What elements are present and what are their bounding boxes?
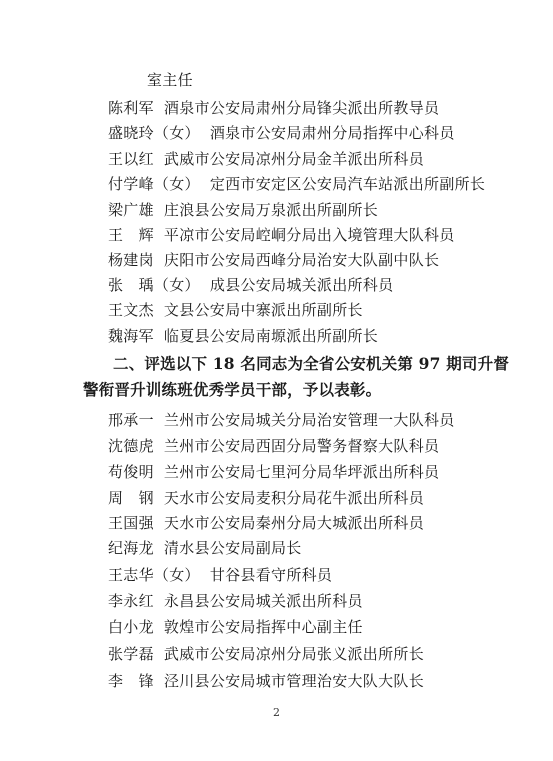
person-position: 武威市公安局凉州分局金羊派出所科员 [163, 150, 425, 168]
list-item [108, 671, 424, 691]
person-position: 兰州市公安局七里河分局华坪派出所科员 [163, 463, 440, 481]
person-position: 清水县公安局副局长 [163, 539, 302, 557]
person-position: 成县公安局城关派出所科员 [209, 276, 394, 294]
person-name: 魏海军 [108, 327, 154, 345]
person-name: 纪海龙 [108, 539, 154, 557]
continued-title-line: 室主任 [147, 71, 193, 89]
person-name: 李永红 [108, 592, 154, 610]
person-name: 周 钢 [108, 489, 154, 507]
person-position: 永昌县公安局城关派出所科员 [163, 592, 363, 610]
person-name: 邢承一 [108, 411, 154, 429]
list-item [108, 275, 393, 295]
person-position: 平凉市公安局崆峒分局出入境管理大队科员 [163, 226, 455, 244]
person-name: 王国强 [108, 514, 154, 532]
list-item [108, 591, 363, 611]
list-item [108, 513, 424, 533]
list-item [108, 225, 455, 245]
person-name: 王志华（女） [108, 566, 200, 584]
person-name: 盛晓玲（女） [108, 124, 200, 142]
list-item [108, 617, 363, 637]
person-name: 王文杰 [108, 301, 154, 319]
person-position: 泾川县公安局城市管理治安大队大队长 [163, 672, 425, 690]
person-name: 李 锋 [108, 672, 154, 690]
person-position: 兰州市公安局西固分局警务督察大队科员 [163, 437, 440, 455]
list-item [108, 436, 439, 456]
person-position: 文县公安局中寨派出所副所长 [163, 301, 363, 319]
person-name: 白小龙 [108, 618, 154, 636]
person-name: 陈利军 [108, 99, 154, 117]
section-heading-line-1: 二、评选以下 18 名同志为全省公安机关第 97 期司升督 [113, 354, 510, 373]
person-position: 敦煌市公安局指挥中心副主任 [163, 618, 363, 636]
list-item [108, 300, 363, 320]
person-position: 兰州市公安局城关分局治安管理一大队科员 [163, 411, 455, 429]
list-item [108, 462, 439, 482]
list-item [108, 149, 424, 169]
person-position: 定西市安定区公安局汽车站派出所副所长 [209, 175, 486, 193]
list-item [108, 410, 455, 430]
list-item [108, 644, 424, 664]
person-name: 张学磊 [108, 645, 154, 663]
person-name: 张 瑀（女） [108, 276, 200, 294]
person-name: 沈德虎 [108, 437, 154, 455]
person-position: 庆阳市公安局西峰分局治安大队副中队长 [163, 251, 440, 269]
person-name: 付学峰（女） [108, 175, 200, 193]
person-name: 苟俊明 [108, 463, 154, 481]
list-item [108, 488, 424, 508]
person-position: 天水市公安局秦州分局大城派出所科员 [163, 514, 425, 532]
person-name: 杨建岗 [108, 251, 154, 269]
person-name: 梁广雄 [108, 201, 154, 219]
person-position: 武威市公安局凉州分局张义派出所所长 [163, 645, 425, 663]
person-position: 酒泉市公安局肃州分局指挥中心科员 [209, 124, 455, 142]
list-item [108, 326, 378, 346]
list-item [108, 123, 455, 143]
page-number: 2 [273, 706, 280, 719]
list-item [108, 98, 439, 118]
person-position: 甘谷县看守所科员 [209, 566, 333, 584]
person-position: 天水市公安局麦积分局花牛派出所科员 [163, 489, 425, 507]
person-position: 庄浪县公安局万泉派出所副所长 [163, 201, 379, 219]
person-name: 王 辉 [108, 226, 154, 244]
section-heading-line-2: 警衔晋升训练班优秀学员干部，予以表彰。 [83, 380, 382, 399]
list-item [108, 174, 485, 194]
person-name: 王以红 [108, 150, 154, 168]
list-item [108, 565, 332, 585]
list-item [108, 250, 439, 270]
list-item [108, 200, 378, 220]
person-position: 临夏县公安局南塬派出所副所长 [163, 327, 379, 345]
list-item [108, 538, 302, 558]
person-position: 酒泉市公安局肃州分局锋尖派出所教导员 [163, 99, 440, 117]
